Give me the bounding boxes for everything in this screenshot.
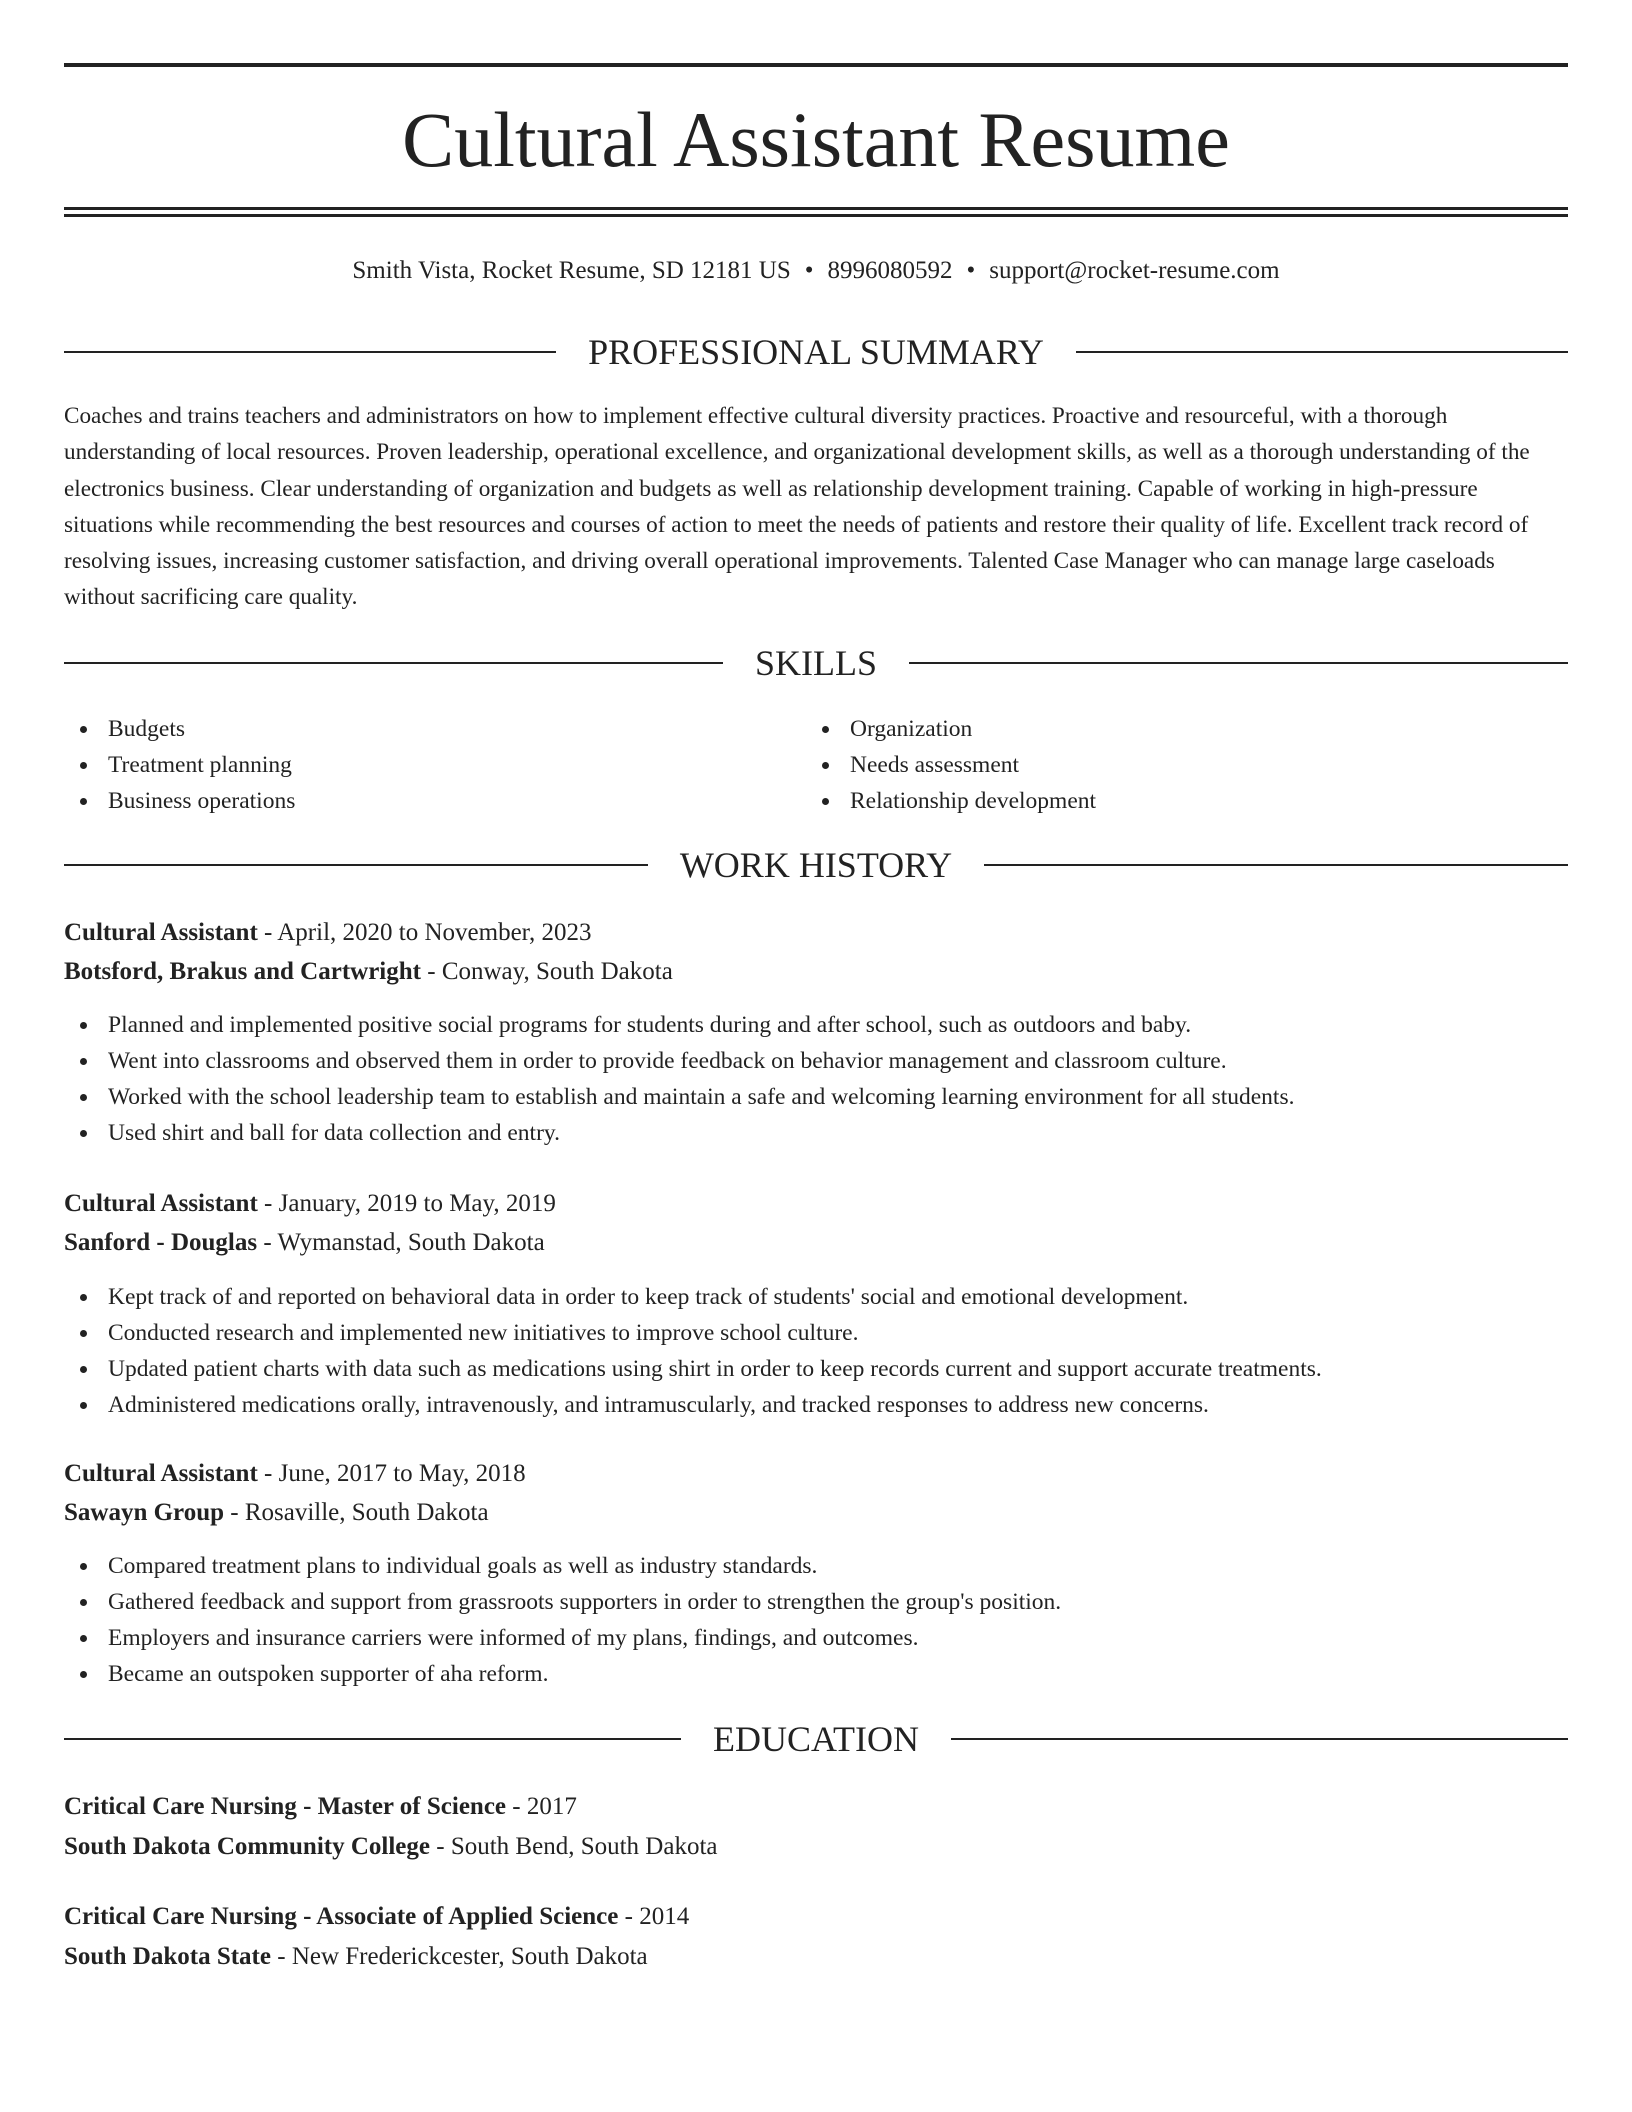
skill-item: Organization bbox=[806, 711, 1096, 747]
job-bullet: Went into classrooms and observed them in order to provide feedback on behavior management and classroom culture. bbox=[64, 1043, 1568, 1079]
skill-item: Business operations bbox=[64, 783, 295, 819]
education-degree: Critical Care Nursing - Associate of Applied Science bbox=[64, 1903, 619, 1930]
dash: - bbox=[224, 1499, 245, 1526]
job-bullet: Conducted research and implemented new initiatives to improve school culture. bbox=[64, 1315, 1568, 1351]
job-bullets bbox=[64, 1007, 1568, 1151]
job-bullet: Administered medications orally, intravenously, and intramuscularly, and tracked responses to address new concerns. bbox=[64, 1387, 1568, 1423]
job-bullets bbox=[64, 1548, 1568, 1692]
work-heading bbox=[64, 843, 1568, 887]
job-company: Botsford, Brakus and Cartwright bbox=[64, 958, 421, 985]
education-degree-line bbox=[64, 1899, 1568, 1935]
dash: - bbox=[430, 1833, 451, 1860]
top-rule bbox=[64, 63, 1568, 67]
education-school: South Dakota Community College bbox=[64, 1833, 430, 1860]
heading-rule bbox=[909, 662, 1568, 664]
job-title-line bbox=[64, 915, 1568, 951]
dash: - bbox=[618, 1903, 640, 1930]
education-heading-label: EDUCATION bbox=[713, 1719, 919, 1759]
dash: - bbox=[270, 1943, 292, 1970]
dash: - bbox=[257, 1190, 279, 1217]
job-company: Sawayn Group bbox=[64, 1499, 225, 1526]
contact-email: support@rocket-resume.com bbox=[989, 257, 1280, 284]
skills-list-right bbox=[806, 711, 1096, 819]
job-title-line bbox=[64, 1186, 1568, 1222]
job-dates: January, 2019 to May, 2019 bbox=[278, 1190, 556, 1217]
education-school: South Dakota State bbox=[64, 1943, 271, 1970]
job-title: Cultural Assistant bbox=[64, 1190, 258, 1217]
contact-line bbox=[64, 254, 1568, 288]
job-company: Sanford - Douglas bbox=[64, 1229, 258, 1256]
education-year: 2017 bbox=[526, 1793, 577, 1820]
heading-rule bbox=[64, 351, 556, 353]
heading-rule bbox=[64, 864, 648, 866]
heading-rule bbox=[64, 1738, 681, 1740]
education-heading bbox=[64, 1717, 1568, 1761]
skills-heading bbox=[64, 641, 1568, 685]
job-bullet: Gathered feedback and support from grassroots supporters in order to strengthen the group's position. bbox=[64, 1584, 1568, 1620]
job-bullet: Became an outspoken supporter of aha reform. bbox=[64, 1656, 1568, 1692]
job-company-line bbox=[64, 1495, 1568, 1531]
education-location: South Bend, South Dakota bbox=[450, 1833, 718, 1860]
job-bullet: Employers and insurance carriers were informed of my plans, findings, and outcomes. bbox=[64, 1620, 1568, 1656]
summary-heading-label: PROFESSIONAL SUMMARY bbox=[588, 332, 1044, 372]
skills-heading-label: SKILLS bbox=[755, 643, 878, 683]
job-bullet: Kept track of and reported on behavioral data in order to keep track of students' social and emotional development. bbox=[64, 1279, 1568, 1315]
summary-text: Coaches and trains teachers and administrators on how to implement effective cultural diversity practices. Proactive and resourceful, with a thorough understanding of local resources. Proven leadership, operational excellence, and organizational development skills, as well as a thorough understanding of the electronics business. Clear understanding of organization and budgets as well as relationship development training. Capable of working in high-pressure situations while recommending the best resources and courses of action to meet the needs of patients and restore their quality of life. Excellent track record of resolving issues, increasing customer satisfaction, and driving overall operational improvements. Talented Case Manager who can manage large caseloads without sacrificing care quality. bbox=[64, 403, 1530, 611]
education-degree-line bbox=[64, 1789, 1568, 1825]
job-bullet: Worked with the school leadership team to establish and maintain a safe and welcoming learning environment for all students. bbox=[64, 1079, 1568, 1115]
skill-item: Needs assessment bbox=[806, 747, 1096, 783]
contact-separator: • bbox=[804, 257, 814, 284]
education-school-line bbox=[64, 1939, 1568, 1975]
job-dates: April, 2020 to November, 2023 bbox=[277, 919, 592, 946]
job-title: Cultural Assistant bbox=[64, 919, 258, 946]
job-location: Wymanstad, South Dakota bbox=[277, 1229, 545, 1256]
job-bullet: Used shirt and ball for data collection and entry. bbox=[64, 1115, 1568, 1151]
job-location: Rosaville, South Dakota bbox=[244, 1499, 489, 1526]
dash: - bbox=[257, 1460, 279, 1487]
resume-title: Cultural Assistant Resume bbox=[402, 96, 1230, 183]
job-location: Conway, South Dakota bbox=[441, 958, 673, 985]
skill-item: Relationship development bbox=[806, 783, 1096, 819]
job-company-line bbox=[64, 1225, 1568, 1261]
education-school-line bbox=[64, 1829, 1568, 1865]
job-bullet: Compared treatment plans to individual goals as well as industry standards. bbox=[64, 1548, 1568, 1584]
job-company-line bbox=[64, 954, 1568, 990]
job-title-line bbox=[64, 1456, 1568, 1492]
title-double-rule bbox=[64, 207, 1568, 217]
contact-separator: • bbox=[966, 257, 976, 284]
job-dates: June, 2017 to May, 2018 bbox=[278, 1460, 526, 1487]
heading-rule bbox=[64, 662, 723, 664]
skills-list-left bbox=[64, 711, 295, 819]
education-year: 2014 bbox=[639, 1903, 690, 1930]
job-bullet: Updated patient charts with data such as medications using shirt in order to keep records current and support accurate treatments. bbox=[64, 1351, 1568, 1387]
heading-rule bbox=[1076, 351, 1568, 353]
skill-item: Treatment planning bbox=[64, 747, 295, 783]
education-location: New Frederickcester, South Dakota bbox=[291, 1943, 648, 1970]
dash: - bbox=[257, 1229, 278, 1256]
contact-address: Smith Vista, Rocket Resume, SD 12181 US bbox=[352, 257, 791, 284]
work-heading-label: WORK HISTORY bbox=[679, 845, 953, 885]
education-degree: Critical Care Nursing - Master of Science bbox=[64, 1793, 507, 1820]
dash: - bbox=[420, 958, 442, 985]
heading-rule bbox=[984, 864, 1568, 866]
job-bullet: Planned and implemented positive social programs for students during and after school, such as outdoors and baby. bbox=[64, 1007, 1568, 1043]
heading-rule bbox=[951, 1738, 1568, 1740]
job-title: Cultural Assistant bbox=[64, 1460, 258, 1487]
contact-phone: 8996080592 bbox=[827, 257, 953, 284]
dash: - bbox=[257, 919, 278, 946]
dash: - bbox=[506, 1793, 527, 1820]
skill-item: Budgets bbox=[64, 711, 295, 747]
job-bullets bbox=[64, 1279, 1568, 1423]
summary-heading bbox=[64, 330, 1568, 374]
